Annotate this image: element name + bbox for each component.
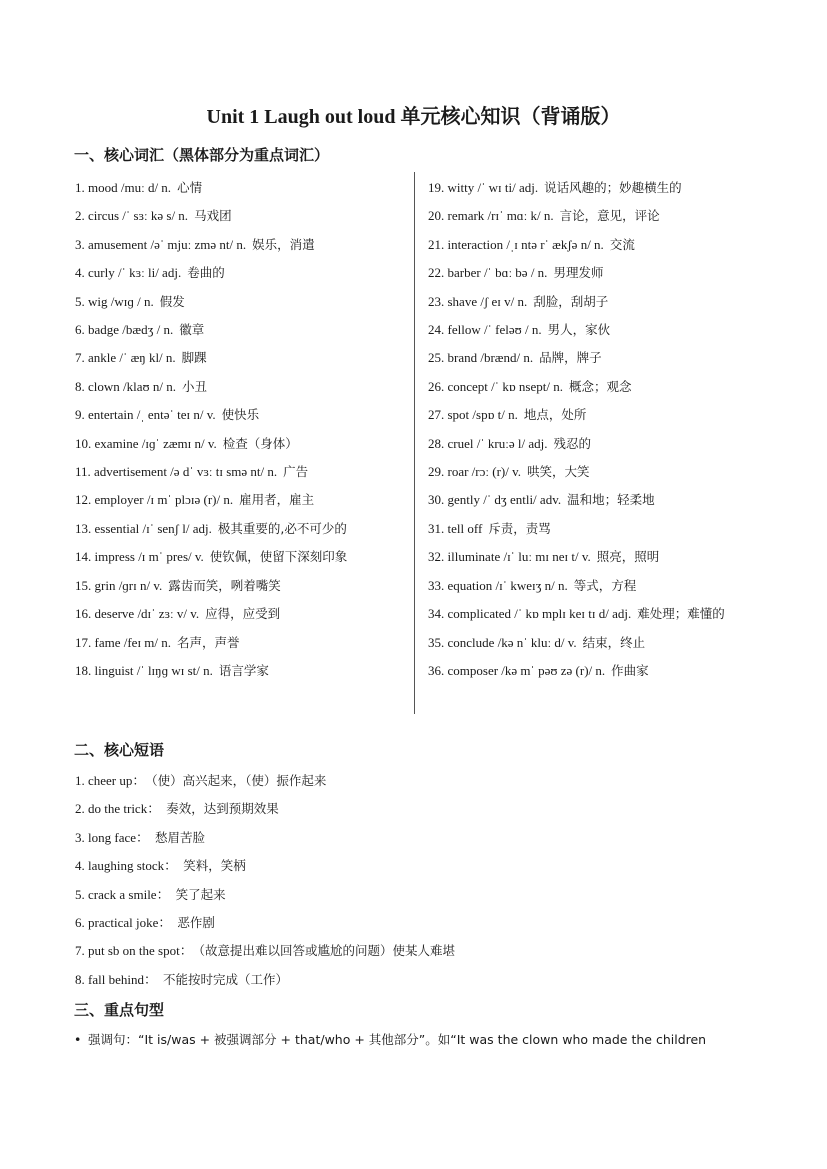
- vocab-item-chinese: 概念；观念: [568, 378, 632, 394]
- vocab-item-english: 28. cruel /ˈ kruːə l/ adj.: [428, 435, 548, 451]
- vocab-item-chinese: 娱乐，消遣: [252, 236, 315, 252]
- sentence-pattern-item: [74, 1030, 774, 1048]
- vocab-item-chinese: 徽章: [179, 322, 205, 338]
- vocab-item-chinese: 哄笑，大笑: [527, 464, 590, 480]
- vocab-item: [75, 259, 405, 287]
- section-heading-phrases: 二、核心短语: [74, 741, 165, 759]
- vocab-item-english: 32. illuminate /ɪˈ luː mɪ neɪ t/ v.: [428, 549, 591, 565]
- vocab-item: [428, 430, 768, 458]
- vocab-item-english: 3. amusement /əˈ mjuː zmə nt/ n.: [75, 236, 247, 252]
- column-divider: [414, 172, 415, 714]
- vocab-item-chinese: 小丑: [182, 378, 208, 394]
- vocab-item-chinese: 难处理；难懂的: [637, 606, 725, 622]
- vocab-item-chinese: 露齿而笑，咧着嘴笑: [168, 577, 281, 593]
- vocab-item-english: 2. circus /ˈ sɜː kə s/ n.: [75, 208, 189, 224]
- vocab-item-english: 8. clown /klaʊ n/ n.: [75, 378, 177, 394]
- phrase-list: [75, 767, 775, 994]
- vocab-item: [75, 486, 405, 514]
- phrase-item-english: 4. laughing stock：: [75, 858, 178, 874]
- vocab-item-chinese: 应得，应受到: [205, 606, 281, 622]
- vocab-item-chinese: 检查（身体）: [222, 435, 298, 451]
- vocab-item: [75, 572, 405, 600]
- vocab-item-chinese: 男理发师: [553, 265, 604, 281]
- vocab-item-chinese: 交流: [609, 236, 635, 252]
- vocab-item-english: 36. composer /kə mˈ pəʊ zə (r)/ n.: [428, 662, 606, 678]
- vocab-item-english: 30. gently /ˈ dʒ entli/ adv.: [428, 492, 562, 508]
- vocab-item: [428, 629, 768, 657]
- phrase-item-chinese: 恶作剧: [177, 915, 215, 931]
- vocab-item: [75, 458, 405, 486]
- phrase-item: [75, 881, 775, 909]
- vocab-item: [75, 288, 405, 316]
- phrase-item-chinese: 愁眉苦脸: [155, 829, 206, 845]
- vocab-item-english: 7. ankle /ˈ æŋ kl/ n.: [75, 350, 176, 366]
- vocab-item-english: 20. remark /rɪˈ mɑː k/ n.: [428, 208, 554, 224]
- vocab-item-chinese: 使钦佩，使留下深刻印象: [209, 549, 348, 565]
- vocab-item-english: 23. shave /ʃ eɪ v/ n.: [428, 293, 528, 309]
- phrase-item: [75, 937, 775, 965]
- vocab-item-english: 1. mood /muː d/ n.: [75, 180, 172, 195]
- bullet-icon: •: [74, 1032, 82, 1047]
- phrase-item: [75, 767, 775, 795]
- vocab-item-english: 4. curly /ˈ kɜː li/ adj.: [75, 265, 182, 281]
- vocab-item: [428, 259, 768, 287]
- vocab-item-chinese: 说话风趣的；妙趣横生的: [544, 180, 682, 195]
- vocab-item: [428, 657, 768, 685]
- vocab-item-chinese: 心情: [177, 180, 203, 195]
- vocab-item-english: 14. impress /ɪ mˈ pres/ v.: [75, 549, 204, 565]
- vocab-item-english: 18. linguist /ˈ lɪŋɡ wɪ st/ n.: [75, 662, 213, 678]
- vocab-item-english: 10. examine /ɪɡˈ zæmɪ n/ v.: [75, 435, 217, 451]
- vocab-item: [428, 486, 768, 514]
- phrase-item-chinese: 笑了起来: [175, 886, 226, 902]
- phrase-item: [75, 824, 775, 852]
- vocab-item: [428, 344, 768, 372]
- vocab-item-chinese: 广告: [283, 464, 309, 480]
- phrase-item-chinese: 不能按时完成（工作）: [162, 971, 288, 987]
- vocab-item: [428, 174, 768, 202]
- vocab-item-chinese: 品牌，牌子: [539, 350, 602, 366]
- vocab-item-english: 27. spot /spɒ t/ n.: [428, 407, 518, 423]
- phrase-item: [75, 909, 775, 937]
- vocab-item-english: 31. tell off: [428, 520, 483, 536]
- vocab-item: [75, 430, 405, 458]
- vocab-item-english: 6. badge /bædʒ / n.: [75, 322, 174, 338]
- vocab-item: [75, 543, 405, 571]
- vocab-item: [75, 231, 405, 259]
- vocab-item-chinese: 脚踝: [181, 350, 207, 366]
- vocab-item: [428, 202, 768, 230]
- vocab-item-chinese: 等式，方程: [573, 577, 637, 593]
- vocab-item-english: 12. employer /ɪ mˈ plɔɪə (r)/ n.: [75, 492, 234, 508]
- vocab-item-english: 33. equation /ɪˈ kweɪʒ n/ n.: [428, 577, 568, 593]
- phrase-item-english: 7. put sb on the spot：: [75, 943, 193, 959]
- vocab-item-chinese: 结束，终止: [582, 634, 646, 650]
- vocab-item-chinese: 男人，家伙: [547, 322, 611, 338]
- phrase-item-english: 3. long face：: [75, 829, 150, 845]
- sentence-pattern-text: 强调句：“It is/was + 被强调部分 + that/who + 其他部分”。如“It was the clown who made the children: [88, 1032, 707, 1047]
- vocab-item: [428, 231, 768, 259]
- phrase-item-chinese: 奏效，达到预期效果: [166, 801, 279, 817]
- phrase-item-english: 1. cheer up：: [75, 773, 146, 788]
- vocab-item-chinese: 地点，处所: [523, 407, 587, 423]
- vocab-item: [75, 515, 405, 543]
- vocab-item: [75, 629, 405, 657]
- vocab-item-chinese: 马戏团: [194, 208, 232, 224]
- vocab-item-english: 16. deserve /dɪˈ zɜː v/ v.: [75, 606, 200, 622]
- vocab-item-english: 17. fame /feɪ m/ n.: [75, 634, 172, 650]
- phrase-item-english: 8. fall behind：: [75, 971, 157, 987]
- section-heading-sentences: 三、重点句型: [74, 1001, 165, 1019]
- phrase-item: [75, 852, 775, 880]
- vocab-item-chinese: 刮脸，刮胡子: [533, 293, 609, 309]
- vocab-item-chinese: 假发: [159, 293, 185, 309]
- phrase-item-english: 5. crack a smile：: [75, 886, 170, 902]
- page-title: Unit 1 Laugh out loud 单元核心知识（背诵版）: [206, 106, 621, 128]
- vocab-item: [75, 344, 405, 372]
- vocab-item-chinese: 语言学家: [218, 662, 269, 678]
- vocab-item: [75, 401, 405, 429]
- phrase-item-chinese: （故意提出难以回答或尴尬的问题）使某人难堪: [198, 943, 455, 959]
- vocab-item-english: 22. barber /ˈ bɑː bə / n.: [428, 265, 548, 281]
- phrase-item-english: 6. practical joke：: [75, 915, 172, 931]
- vocab-item: [75, 373, 405, 401]
- vocab-item-chinese: 言论，意见，评论: [559, 208, 660, 224]
- vocab-item-english: 5. wig /wɪɡ / n.: [75, 293, 154, 309]
- vocab-item-english: 15. grin /ɡrɪ n/ v.: [75, 577, 163, 593]
- phrase-item-chinese: （使）高兴起来，（使）振作起来: [151, 773, 327, 788]
- vocab-item-english: 35. conclude /kə nˈ kluː d/ v.: [428, 634, 577, 650]
- vocab-item-english: 34. complicated /ˈ kɒ mplɪ keɪ tɪ d/ adj.: [428, 606, 632, 622]
- vocab-item-chinese: 残忍的: [553, 435, 592, 451]
- phrase-item: [75, 795, 775, 823]
- vocab-item: [428, 373, 768, 401]
- vocab-item: [428, 316, 768, 344]
- vocab-item-chinese: 斥责，责骂: [488, 520, 551, 536]
- vocab-item-chinese: 照亮，照明: [596, 549, 660, 565]
- vocab-item: [75, 174, 405, 202]
- vocab-item-chinese: 作曲家: [611, 662, 649, 678]
- vocab-item: [428, 572, 768, 600]
- vocab-item-english: 19. witty /ˈ wɪ ti/ adj.: [428, 180, 539, 195]
- vocab-item-chinese: 极其重要的,必不可少的: [217, 520, 347, 536]
- vocab-item-english: 24. fellow /ˈ feləʊ / n.: [428, 322, 542, 338]
- vocab-item-chinese: 卷曲的: [187, 265, 225, 281]
- vocab-item-chinese: 温和地；轻柔地: [567, 492, 655, 508]
- vocab-item: [75, 202, 405, 230]
- vocabulary-column-right: [428, 174, 768, 685]
- vocab-item: [75, 316, 405, 344]
- vocab-item: [428, 515, 768, 543]
- vocab-item: [75, 657, 405, 685]
- vocab-item: [428, 458, 768, 486]
- vocabulary-column-left: [75, 174, 405, 685]
- phrase-item: [75, 966, 775, 994]
- phrase-item-chinese: 笑料，笑柄: [183, 858, 246, 874]
- vocab-item-english: 29. roar /rɔː (r)/ v.: [428, 464, 522, 480]
- vocab-item-english: 21. interaction /ˌɪ ntə rˈ ækʃə n/ n.: [428, 236, 604, 252]
- vocab-item-english: 9. entertain /ˌ entəˈ teɪ n/ v.: [75, 407, 216, 423]
- vocab-item-english: 13. essential /ɪˈ senʃ l/ adj.: [75, 520, 212, 536]
- vocab-item-english: 26. concept /ˈ kɒ nsept/ n.: [428, 378, 563, 394]
- vocab-item-english: 11. advertisement /ə dˈ vɜː tɪ smə nt/ n.: [75, 464, 278, 480]
- section-heading-vocabulary: 一、核心词汇（黑体部分为重点词汇）: [74, 146, 330, 164]
- vocab-item-chinese: 名声，声誉: [177, 634, 240, 650]
- vocab-item: [428, 543, 768, 571]
- vocab-item: [428, 600, 768, 628]
- vocab-item: [75, 600, 405, 628]
- vocab-item-chinese: 雇用者，雇主: [239, 492, 315, 508]
- vocab-item: [428, 288, 768, 316]
- vocab-item-english: 25. brand /brænd/ n.: [428, 350, 534, 366]
- phrase-item-english: 2. do the trick：: [75, 801, 161, 817]
- vocab-item: [428, 401, 768, 429]
- vocab-item-chinese: 使快乐: [221, 407, 260, 423]
